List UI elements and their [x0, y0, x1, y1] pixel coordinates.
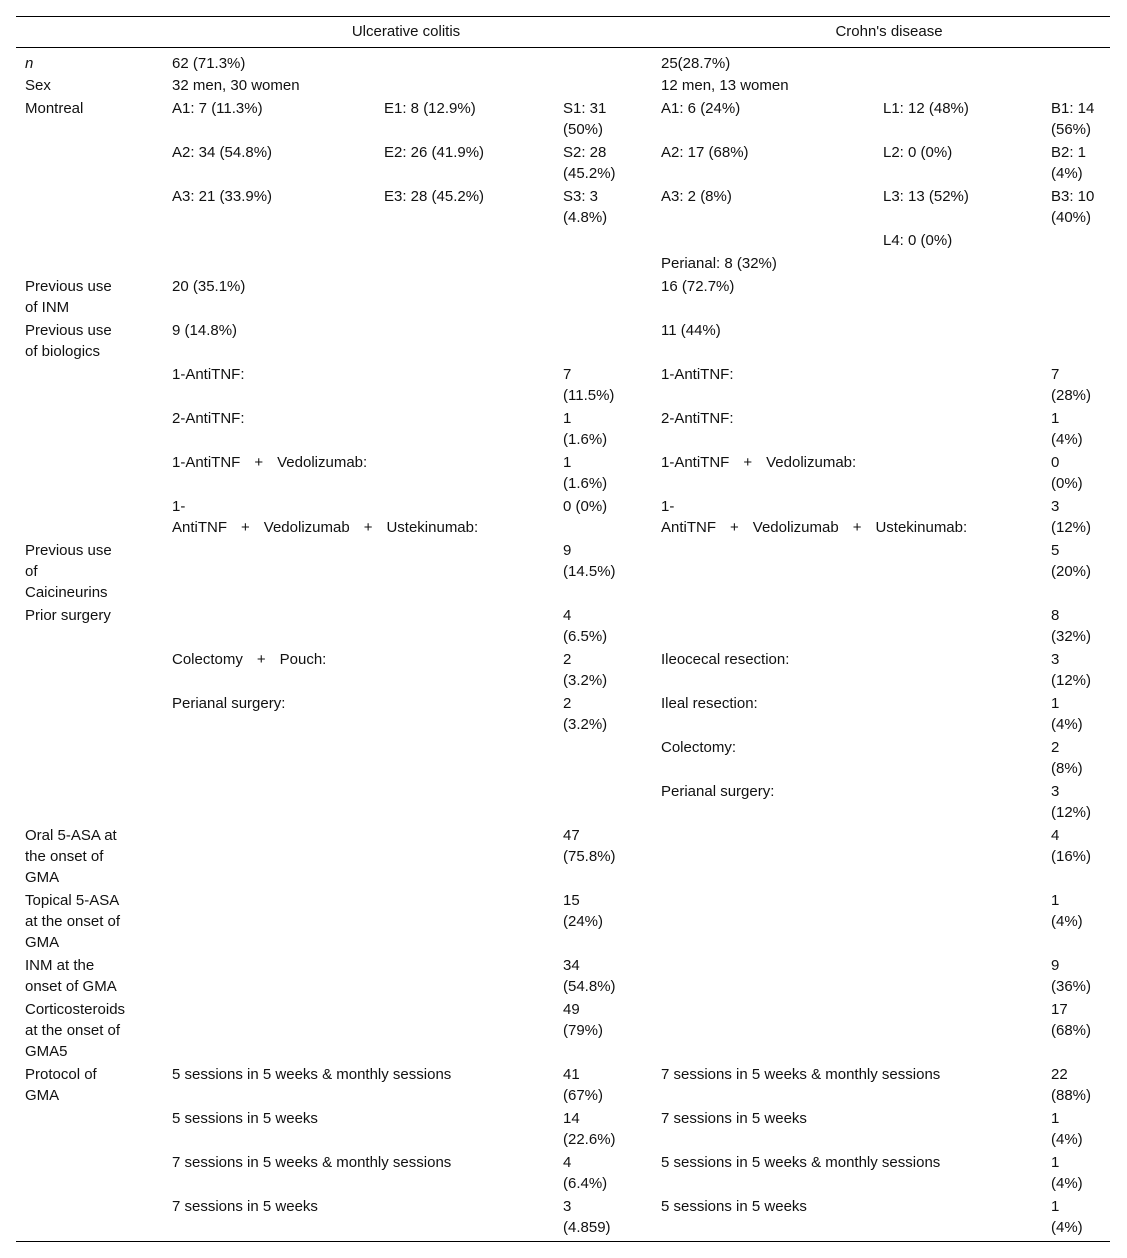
cd-surgery-value: 1 — [1051, 695, 1060, 712]
cd-surgery-value: (12%) — [1051, 672, 1092, 689]
uc-surgery-name: Colectomy — [172, 651, 243, 668]
row-label-montreal: Montreal — [25, 100, 84, 117]
cd-surgery-value: (4%) — [1051, 716, 1083, 733]
row-label-calcineurins: of — [25, 563, 38, 580]
cd-biologic-name: Vedolizumab: — [766, 454, 857, 471]
cd-montreal-behavior: (56%) — [1051, 121, 1092, 138]
cd-calcineurins: (20%) — [1051, 563, 1092, 580]
cd-previous-inm: 16 (72.7%) — [661, 278, 735, 295]
cd-surgery-name: Colectomy: — [661, 739, 737, 756]
row-label-inm-onset: onset of GMA — [25, 978, 117, 995]
uc-biologic-name: 1- — [172, 498, 186, 515]
cd-montreal-perianal: Perianal: 8 (32%) — [661, 255, 777, 272]
uc-montreal-age: A2: 34 (54.8%) — [172, 144, 273, 161]
cd-montreal-behavior: B3: 10 — [1051, 188, 1095, 205]
cd-inm-onset: (36%) — [1051, 978, 1092, 995]
uc-surgery-name: + — [256, 651, 266, 668]
uc-inm-onset: 34 — [563, 957, 580, 974]
cd-protocol-value: (4%) — [1051, 1131, 1083, 1148]
cd-biologic-name: 1-AntiTNF: — [661, 366, 734, 383]
cd-biologic-value: (12%) — [1051, 519, 1092, 536]
row-label-calcineurins: Previous use — [25, 542, 112, 559]
uc-prior-surgery: (6.5%) — [563, 628, 608, 645]
uc-biologic-name: + — [241, 519, 250, 536]
row-label-prior-surgery: Prior surgery — [25, 607, 111, 624]
cd-biologic-value: 7 — [1051, 366, 1060, 383]
cd-corticosteroids-onset: 17 — [1051, 1001, 1068, 1018]
uc-biologic-name: + — [254, 454, 264, 471]
uc-protocol-value: 4 — [563, 1154, 572, 1171]
cd-topical-5asa: 1 — [1051, 892, 1060, 909]
uc-sex-value: 32 men, 30 women — [172, 77, 300, 94]
cd-biologic-name: + — [730, 519, 739, 536]
cd-montreal-behavior: (40%) — [1051, 209, 1092, 226]
cd-n-value: 25(28.7%) — [661, 55, 731, 72]
uc-biologic-name: Vedolizumab — [263, 519, 350, 536]
cd-montreal-location: L3: 13 (52%) — [883, 188, 969, 205]
cd-biologic-name: Vedolizumab — [752, 519, 839, 536]
uc-montreal-severity: S2: 28 — [563, 144, 607, 161]
cd-topical-5asa: (4%) — [1051, 913, 1083, 930]
uc-oral-5asa: (75.8%) — [563, 848, 616, 865]
cd-oral-5asa: 4 — [1051, 827, 1060, 844]
uc-biologic-value: 1 — [563, 410, 572, 427]
cd-protocol-value: 1 — [1051, 1154, 1060, 1171]
bottom-rule — [16, 1241, 1110, 1242]
uc-montreal-severity: S1: 31 — [563, 100, 607, 117]
header-rule — [16, 47, 1110, 48]
uc-protocol-value: 3 — [563, 1198, 572, 1215]
cd-montreal-age: A3: 2 (8%) — [661, 188, 732, 205]
uc-montreal-severity: (45.2%) — [563, 165, 616, 182]
uc-surgery-name: Perianal surgery: — [172, 695, 286, 712]
uc-montreal-severity: (4.8%) — [563, 209, 608, 226]
uc-protocol-name: 5 sessions in 5 weeks — [172, 1110, 318, 1127]
uc-biologic-name: Vedolizumab: — [277, 454, 368, 471]
cd-biologic-name: AntiTNF — [661, 519, 717, 536]
cd-biologic-name: 1- — [661, 498, 675, 515]
cd-biologic-value: 0 — [1051, 454, 1060, 471]
cd-montreal-l4: L4: 0 (0%) — [883, 232, 953, 249]
cd-protocol-name: 7 sessions in 5 weeks & monthly sessions — [661, 1066, 941, 1083]
cd-montreal-age: A1: 6 (24%) — [661, 100, 741, 117]
cd-calcineurins: 5 — [1051, 542, 1060, 559]
cd-biologic-name: + — [743, 454, 753, 471]
row-label-corticosteroids-onset: at the onset of — [25, 1022, 121, 1039]
uc-protocol-name: 7 sessions in 5 weeks — [172, 1198, 318, 1215]
cd-oral-5asa: (16%) — [1051, 848, 1092, 865]
cd-surgery-value: (8%) — [1051, 760, 1083, 777]
cd-surgery-name: Ileal resection: — [661, 695, 758, 712]
cd-surgery-value: 2 — [1051, 739, 1060, 756]
row-label-calcineurins: Caicineurins — [25, 584, 108, 601]
header-ulcerative-colitis: Ulcerative colitis — [351, 23, 461, 40]
uc-corticosteroids-onset: (79%) — [563, 1022, 604, 1039]
top-rule — [16, 16, 1110, 17]
uc-biologic-value: (11.5%) — [563, 387, 615, 404]
row-label-sex: Sex — [25, 77, 51, 94]
uc-biologic-name: 2-AntiTNF: — [172, 410, 245, 427]
uc-protocol-name: 7 sessions in 5 weeks & monthly sessions — [172, 1154, 452, 1171]
cd-protocol-value: 1 — [1051, 1110, 1060, 1127]
cd-biologic-value: 3 — [1051, 498, 1060, 515]
uc-surgery-value: (3.2%) — [563, 672, 608, 689]
row-label-protocol: GMA — [25, 1087, 60, 1104]
uc-biologic-value: 1 — [563, 454, 572, 471]
row-label-corticosteroids-onset: Corticosteroids — [25, 1001, 126, 1018]
cd-montreal-behavior: B1: 14 — [1051, 100, 1095, 117]
cd-surgery-value: (12%) — [1051, 804, 1092, 821]
cd-protocol-value: 1 — [1051, 1198, 1060, 1215]
cd-montreal-location: L2: 0 (0%) — [883, 144, 953, 161]
cd-biologic-name: + — [852, 519, 862, 536]
cd-protocol-value: (4%) — [1051, 1219, 1083, 1236]
row-label-corticosteroids-onset: GMA5 — [25, 1043, 68, 1060]
uc-previous-inm: 20 (35.1%) — [172, 278, 246, 295]
cd-protocol-value: 22 — [1051, 1066, 1068, 1083]
cd-biologic-name: Ustekinumab: — [875, 519, 968, 536]
uc-biologic-value: (1.6%) — [563, 431, 608, 448]
cd-surgery-value: 3 — [1051, 651, 1060, 668]
cd-biologic-value: (4%) — [1051, 431, 1083, 448]
cd-protocol-name: 5 sessions in 5 weeks & monthly sessions — [661, 1154, 941, 1171]
cd-montreal-behavior: (4%) — [1051, 165, 1083, 182]
cd-protocol-value: (4%) — [1051, 1175, 1083, 1192]
row-label-previous-inm: Previous use — [25, 278, 112, 295]
uc-protocol-value: 41 — [563, 1066, 580, 1083]
row-label-protocol: Protocol of — [25, 1066, 97, 1083]
uc-protocol-value: (4.859) — [563, 1219, 611, 1236]
row-label-previous-biologics: of biologics — [25, 343, 101, 360]
cd-surgery-value: 3 — [1051, 783, 1060, 800]
cd-biologic-name: 1-AntiTNF — [661, 454, 730, 471]
cd-previous-biologics: 11 (44%) — [661, 322, 721, 339]
uc-montreal-extent: E3: 28 (45.2%) — [384, 188, 485, 205]
header-crohns-disease: Crohn's disease — [835, 23, 943, 40]
uc-montreal-severity: (50%) — [563, 121, 604, 138]
cd-protocol-name: 5 sessions in 5 weeks — [661, 1198, 807, 1215]
uc-prior-surgery: 4 — [563, 607, 572, 624]
row-label-oral-5asa: Oral 5-ASA at — [25, 827, 117, 844]
cd-biologic-value: 1 — [1051, 410, 1060, 427]
uc-protocol-value: 14 — [563, 1110, 580, 1127]
cd-corticosteroids-onset: (68%) — [1051, 1022, 1092, 1039]
uc-montreal-age: A1: 7 (11.3%) — [172, 100, 263, 117]
uc-oral-5asa: 47 — [563, 827, 580, 844]
row-label-topical-5asa: at the onset of — [25, 913, 121, 930]
uc-corticosteroids-onset: 49 — [563, 1001, 580, 1018]
uc-protocol-value: (6.4%) — [563, 1175, 608, 1192]
uc-montreal-age: A3: 21 (33.9%) — [172, 188, 273, 205]
uc-montreal-severity: S3: 3 — [563, 188, 599, 205]
uc-inm-onset: (54.8%) — [563, 978, 616, 995]
uc-surgery-value: 2 — [563, 695, 572, 712]
uc-biologic-value: (1.6%) — [563, 475, 608, 492]
uc-biologic-value: 0 (0%) — [563, 498, 608, 515]
uc-topical-5asa: (24%) — [563, 913, 604, 930]
cd-biologic-value: (0%) — [1051, 475, 1083, 492]
uc-biologic-name: Ustekinumab: — [386, 519, 479, 536]
row-label-oral-5asa: the onset of — [25, 848, 104, 865]
cd-biologic-name: 2-AntiTNF: — [661, 410, 734, 427]
cd-surgery-name: Ileocecal resection: — [661, 651, 790, 668]
uc-biologic-name: + — [363, 519, 373, 536]
uc-biologic-name: AntiTNF — [172, 519, 228, 536]
cd-montreal-behavior: B2: 1 — [1051, 144, 1087, 161]
uc-topical-5asa: 15 — [563, 892, 580, 909]
uc-biologic-name: 1-AntiTNF: — [172, 366, 245, 383]
row-label-topical-5asa: Topical 5-ASA — [25, 892, 120, 909]
cd-sex-value: 12 men, 13 women — [661, 77, 789, 94]
cd-montreal-age: A2: 17 (68%) — [661, 144, 749, 161]
row-label-previous-biologics: Previous use — [25, 322, 112, 339]
cd-inm-onset: 9 — [1051, 957, 1060, 974]
cd-prior-surgery: 8 — [1051, 607, 1060, 624]
uc-calcineurins: (14.5%) — [563, 563, 616, 580]
cd-biologic-value: (28%) — [1051, 387, 1092, 404]
uc-protocol-value: (22.6%) — [563, 1131, 616, 1148]
row-label-oral-5asa: GMA — [25, 869, 60, 886]
uc-montreal-extent: E2: 26 (41.9%) — [384, 144, 485, 161]
row-label-inm-onset: INM at the — [25, 957, 95, 974]
cd-montreal-location: L1: 12 (48%) — [883, 100, 969, 117]
row-label-topical-5asa: GMA — [25, 934, 60, 951]
uc-surgery-name: Pouch: — [279, 651, 327, 668]
uc-biologic-name: 1-AntiTNF — [172, 454, 241, 471]
cd-protocol-value: (88%) — [1051, 1087, 1092, 1104]
row-label-n: n — [25, 55, 34, 72]
uc-surgery-value: 2 — [563, 651, 572, 668]
cd-surgery-name: Perianal surgery: — [661, 783, 775, 800]
uc-protocol-value: (67%) — [563, 1087, 604, 1104]
uc-surgery-value: (3.2%) — [563, 716, 608, 733]
uc-biologic-value: 7 — [563, 366, 572, 383]
uc-n-value: 62 (71.3%) — [172, 55, 246, 72]
uc-calcineurins: 9 — [563, 542, 572, 559]
cd-prior-surgery: (32%) — [1051, 628, 1092, 645]
uc-protocol-name: 5 sessions in 5 weeks & monthly sessions — [172, 1066, 452, 1083]
cd-protocol-name: 7 sessions in 5 weeks — [661, 1110, 807, 1127]
uc-montreal-extent: E1: 8 (12.9%) — [384, 100, 476, 117]
uc-previous-biologics: 9 (14.8%) — [172, 322, 238, 339]
row-label-previous-inm: of INM — [25, 299, 70, 316]
